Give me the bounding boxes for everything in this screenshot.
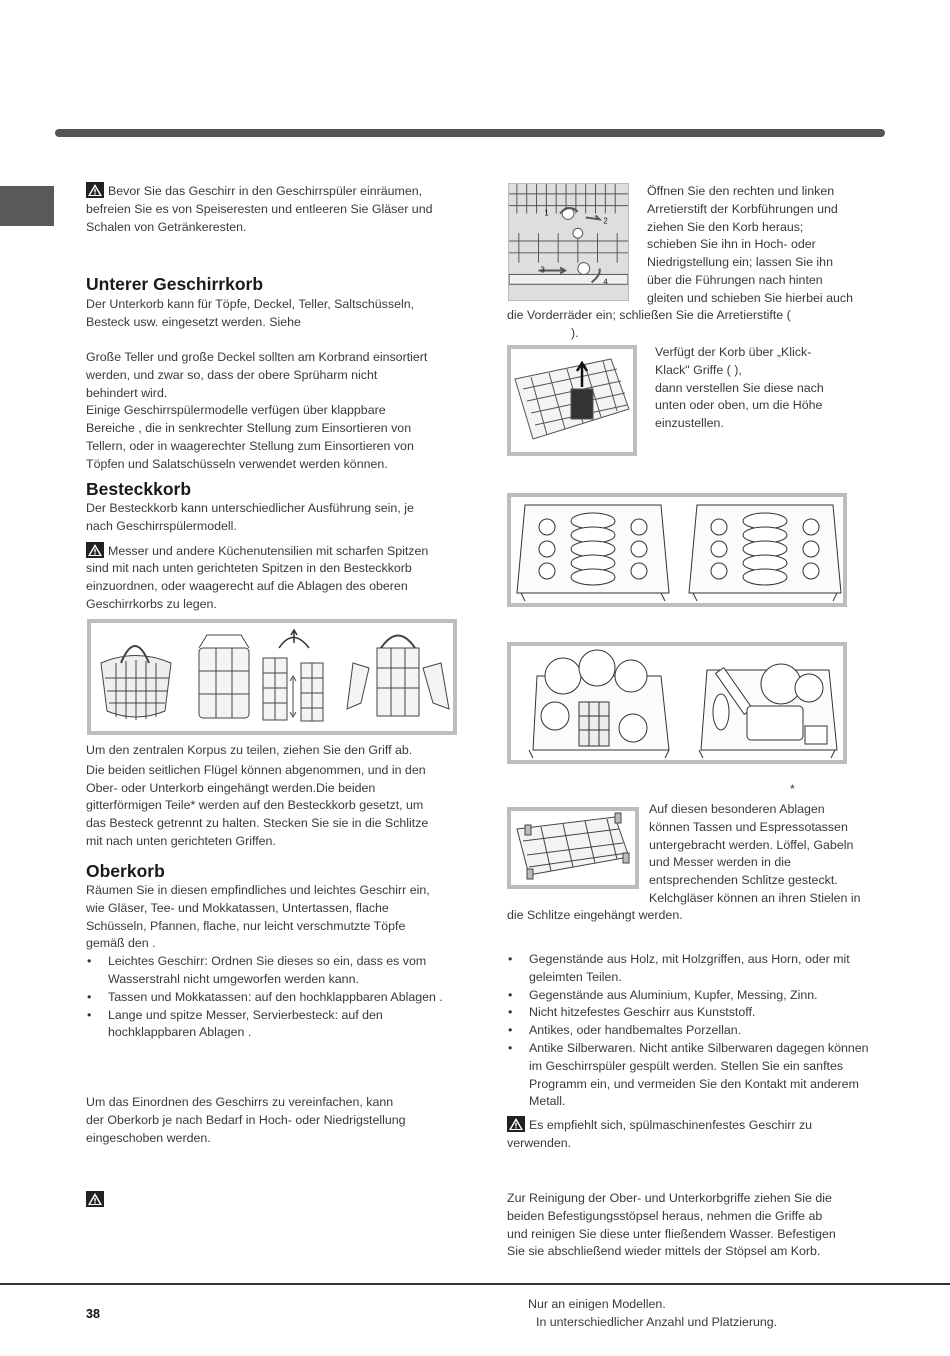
list-item: • Leichtes Geschirr: Ordnen Sie dieses so ein, dass es vom Wasserstrahl nicht umgeworfen werden kann. (86, 953, 446, 989)
line: gitterförmigen Teile* werden auf den Besteckkorb gesetzt, um (86, 798, 424, 813)
line: Niedrigstellung ein; lassen Sie ihn (647, 255, 833, 270)
line: Messer und andere Küchenutensilien mit scharfen Spitzen (108, 543, 429, 558)
rail-figure (508, 183, 629, 301)
upper-basket-list (86, 953, 446, 1042)
line: verwenden. (507, 1135, 572, 1150)
unsuitable-list-block (507, 951, 879, 1111)
line: einzuordnen, oder waagerecht auf die Ablagen des oberen (86, 579, 408, 594)
line (507, 1116, 887, 1135)
line: Verfügt der Korb über „Klick- (655, 345, 812, 359)
rail-illustration (509, 184, 628, 300)
intro-warning (86, 182, 466, 236)
line: die Vorderräder ein; schließen Sie die Arretierstifte ( (507, 308, 791, 322)
line: Tellern, oder in waagerechter Stellung zum Einsortieren von (86, 438, 414, 453)
lower-basket-p1: Der Unterkorb kann für Töpfe, Deckel, Teller, Saltschüsseln, Besteck usw. eingesetzt werden. Siehe (86, 297, 415, 329)
line: die Schlitze eingehängt werden. (507, 908, 683, 922)
lower-loading-illustration (511, 646, 843, 760)
line: und Messer werden in die (649, 855, 791, 870)
line: entsprechenden Schlitze gesteckt. (649, 873, 838, 888)
line: Einige Geschirrspülermodelle verfügen über klappbare (86, 403, 386, 418)
upper-basket-loading-figure (507, 493, 847, 607)
line: Öffnen Sie den rechten und linken (647, 184, 835, 198)
section-tab (0, 186, 54, 226)
line: über die Führungen nach hinten (647, 272, 823, 287)
line: Kelchgläser können an ihren Stielen in (649, 890, 861, 905)
line: Zur Reinigung der Ober- und Unterkorbgriffe ziehen Sie die (507, 1191, 832, 1205)
line: Auf diesen besonderen Ablagen (649, 802, 825, 816)
handle-illustration (511, 349, 633, 452)
cup-shelf-text (649, 801, 889, 908)
unsuitable-list (507, 951, 879, 1111)
rail-text-cont (507, 307, 887, 343)
fig-label-4: 4 (603, 277, 608, 287)
list-item: • Tassen und Mokkatassen: auf den hochklappbaren Ablagen . (86, 989, 446, 1007)
cutlery-basket-illustration (91, 623, 453, 731)
list-item: • Antikes, oder handbemaltes Porzellan. (507, 1022, 879, 1040)
recommend-text (507, 1116, 887, 1153)
fig-label-3: 3 (540, 265, 545, 275)
line: nach Geschirrspülermodell. (86, 518, 237, 533)
intro-warning-text: Bevor Sie das Geschirr in den Geschirrspüler einräumen, befreien Sie es von Speiseresten und entleeren Sie Gläser und Schalen von Getränkeresten. (86, 184, 433, 234)
page-number: 38 (86, 1307, 100, 1321)
line: ziehen Sie den Korb heraus; (647, 219, 804, 234)
line: Schüsseln, Pfannen, flache, nur leicht verschmutzte Töpfe (86, 918, 406, 933)
list-item: • Gegenstände aus Aluminium, Kupfer, Messing, Zinn. (507, 987, 879, 1005)
line: Die beiden seitlichen Flügel können abgenommen, und in den (86, 762, 426, 777)
lower-basket-text-2 (86, 349, 476, 474)
line: einzustellen. (655, 416, 724, 431)
line: Räumen Sie in diesen empfindliches und leichtes Geschirr ein, (86, 883, 430, 897)
footnote-1: Nur an einigen Modellen. (528, 1297, 666, 1311)
cup-shelf-text-cont (507, 907, 887, 925)
footnote-2: In unterschiedlicher Anzahl und Platzierung. (536, 1315, 778, 1329)
line: werden, und zwar so, dass der obere Sprüharm nicht (86, 367, 378, 382)
warning-icon (86, 182, 104, 198)
line: der Oberkorb je nach Bedarf in Hoch- oder Niedrigstellung (86, 1112, 406, 1127)
heading-lower-basket: Unterer Geschirrkorb (86, 274, 264, 294)
top-rule (55, 129, 885, 137)
heading-cutlery: Besteckkorb (86, 479, 192, 499)
line (86, 542, 476, 561)
heading-upper-basket: Oberkorb (86, 861, 165, 881)
line: Arretierstift der Korbführungen und (647, 201, 838, 216)
line: behindert wird. (86, 385, 168, 400)
lower-basket-loading-figure (507, 642, 847, 764)
bottom-rule (0, 1283, 950, 1285)
line: Um den zentralen Korpus zu teilen, ziehen Sie den Griff ab. (86, 743, 413, 757)
line: Große Teller und große Deckel sollten am Korbrand einsortiert (86, 350, 428, 364)
line: gleiten und schieben Sie hierbei auch (647, 290, 853, 305)
line: beiden Befestigungsstöpsel heraus, nehmen die Griffe ab (507, 1208, 823, 1223)
line: gemäß den . (86, 936, 156, 951)
upper-loading-illustration (511, 497, 843, 603)
handle-text (655, 344, 885, 433)
list-item: • Lange und spitze Messer, Servierbesteck: auf den hochklappbaren Ablagen . (86, 1007, 446, 1043)
line: wie Gläser, Tee- und Mokkatassen, Untertassen, flache (86, 900, 389, 915)
line: Bereiche , die in senkrechter Stellung zum Einsortieren von (86, 421, 412, 436)
cutlery-after-text (86, 742, 476, 851)
line: Töpfen und Salatschüsseln verwendet werden können. (86, 456, 388, 471)
lower-basket-text (86, 296, 476, 332)
line: Ober- oder Unterkorb eingehängt werden.Die beiden (86, 780, 376, 795)
fig-label-1: 1 (544, 208, 549, 218)
line: eingeschoben werden. (86, 1130, 211, 1145)
star-footnote-mark: * (790, 782, 795, 796)
line: Geschirrkorbs zu legen. (86, 596, 217, 611)
cleaning-text (507, 1190, 897, 1261)
line: ). (571, 325, 579, 340)
line: untergebracht werden. Löffel, Gabeln (649, 837, 854, 852)
line: Es empfiehlt sich, spülmaschinenfestes Geschirr zu (529, 1118, 813, 1132)
upper-basket-text (86, 882, 476, 1042)
line: das Besteck getrennt zu halten. Stecken Sie sie in die Schlitze (86, 816, 429, 831)
line: können Tassen und Espressotassen (649, 819, 848, 834)
cup-shelf-figure (507, 807, 639, 889)
line: mit nach unten gerichteten Griffen. (86, 833, 276, 848)
line: schieben Sie ihn in Hoch- oder (647, 237, 816, 252)
line: Um das Einordnen des Geschirrs zu vereinfachen, kann (86, 1095, 394, 1109)
line: Der Besteckkorb kann unterschiedlicher Ausführung sein, je (86, 501, 414, 515)
handle-figure (507, 345, 637, 456)
line: Klack" Griffe ( ), (655, 362, 742, 377)
list-item: • Nicht hitzefestes Geschirr aus Kunststoff. (507, 1004, 879, 1022)
cutlery-text (86, 500, 476, 614)
warning-icon (86, 1191, 104, 1207)
list-item: • Antike Silberwaren. Nicht antike Silberwaren dagegen können im Geschirrspüler gespült werden. Stellen Sie ein sanftes Programm ein, und vermeiden Sie den Kontakt mit anderem Metall. (507, 1040, 879, 1111)
rail-text (647, 183, 887, 308)
fig-label-2: 2 (603, 216, 608, 226)
line: unten oder oben, um die Höhe (655, 398, 823, 413)
line: dann verstellen Sie diese nach (655, 380, 824, 395)
list-item: • Gegenstände aus Holz, mit Holzgriffen, aus Horn, oder mit geleimten Teilen. (507, 951, 879, 987)
line: sind mit nach unten gerichteten Spitzen in den Besteckkorb (86, 561, 412, 576)
line: Sie sie abschließend wieder mittels der Stöpsel am Korb. (507, 1244, 821, 1259)
warning-icon (86, 542, 104, 558)
line: und reinigen Sie diese unter fließendem Wasser. Befestigen (507, 1226, 836, 1241)
cup-shelf-illustration (511, 811, 635, 885)
height-adjust-text (86, 1094, 476, 1147)
cutlery-basket-figure (87, 619, 457, 735)
warning-icon (507, 1116, 525, 1132)
